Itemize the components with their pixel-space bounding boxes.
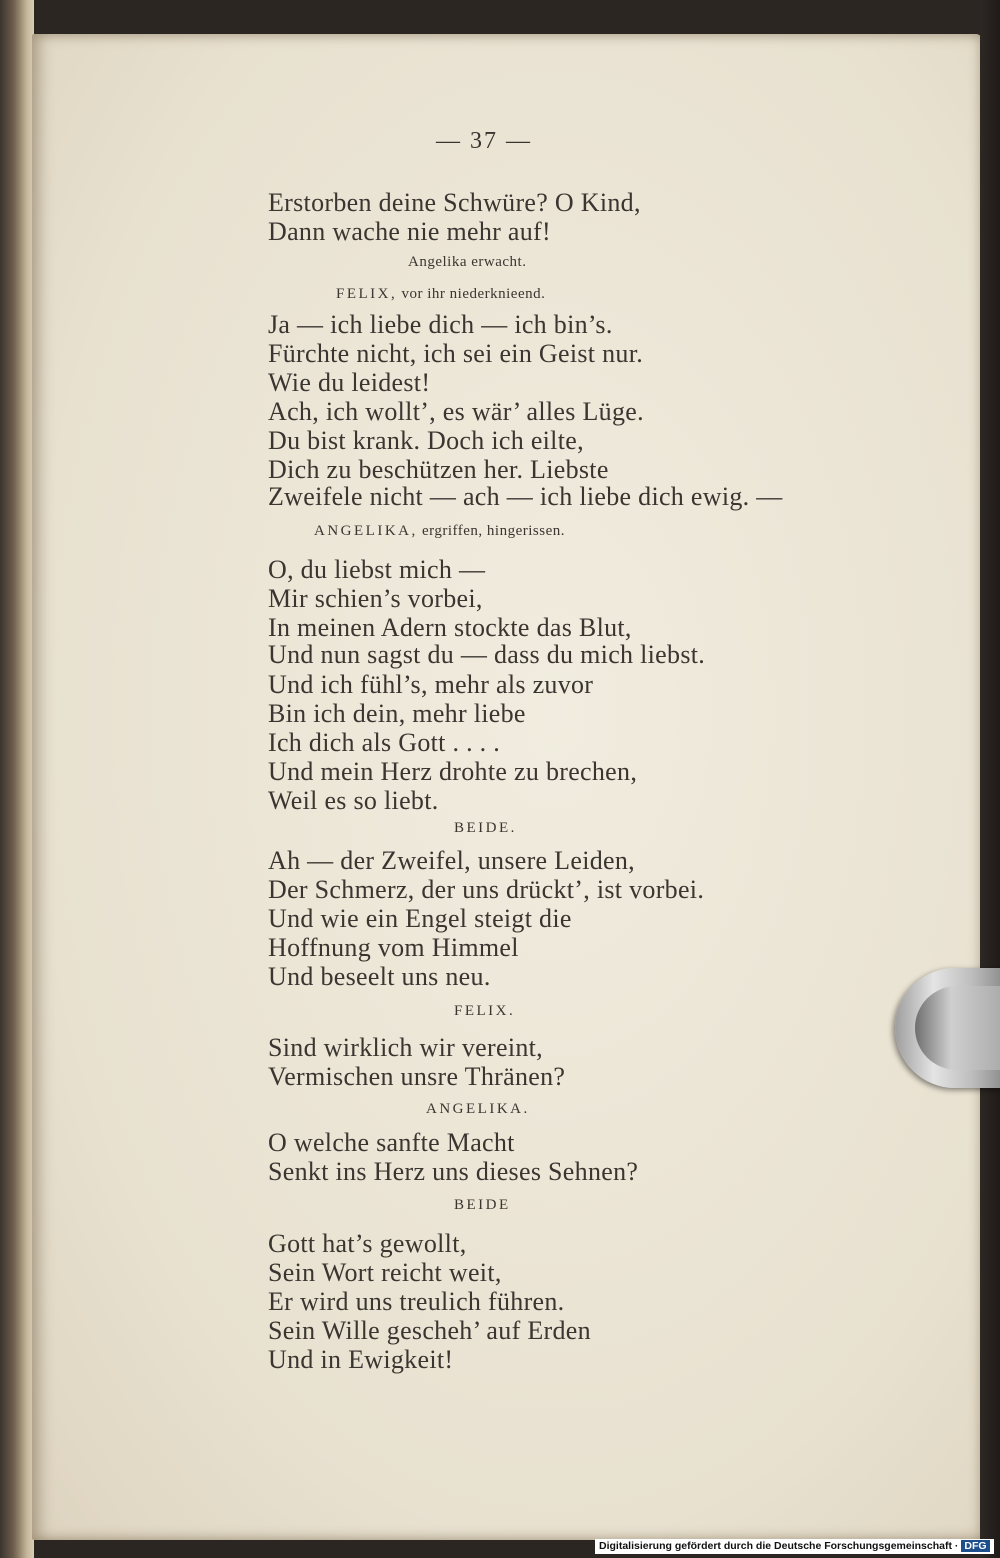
verse-line: In meinen Adern stockte das Blut,	[268, 613, 632, 642]
verse-line: Hoffnung vom Himmel	[268, 933, 519, 962]
verse-line: Sein Wort reicht weit,	[268, 1258, 502, 1287]
speaker-heading: ANGELIKA.	[426, 1101, 530, 1117]
speaker-direction: ergriffen, hingerissen.	[421, 523, 565, 539]
verse-line: Und nun sagst du — dass du mich liebst.	[268, 640, 706, 669]
verse-line: Gott hat’s gewollt,	[268, 1229, 467, 1258]
verse-line: Ah — der Zweifel, unsere Leiden,	[268, 846, 635, 875]
verse-line: Ach, ich wollt’, es wär’ alles Lüge.	[268, 397, 644, 426]
verse-line: Sein Wille gescheh’ auf Erden	[268, 1316, 591, 1345]
verse-line: Zweifele nicht — ach — ich liebe dich ewig. —	[268, 482, 783, 511]
verse-line: Senkt ins Herz uns dieses Sehnen?	[268, 1157, 639, 1186]
verse-line: Dich zu beschützen her. Liebste	[268, 455, 609, 484]
speaker-name: FELIX,	[336, 286, 398, 302]
speaker-heading: BEIDE.	[454, 820, 517, 836]
verse-line: O welche sanfte Macht	[268, 1128, 515, 1157]
verse-line: Bin ich dein, mehr liebe	[268, 699, 526, 728]
verse-line: Erstorben deine Schwüre? O Kind,	[268, 188, 641, 217]
dfg-logo: DFG	[961, 1540, 989, 1552]
verse-line: Vermischen unsre Thränen?	[268, 1062, 566, 1091]
page-number: — 37 —	[436, 128, 532, 154]
verse-line: Und ich fühl’s, mehr als zuvor	[268, 670, 594, 699]
verse-line: Dann wache nie mehr auf!	[268, 217, 551, 246]
speaker-direction: vor ihr niederknieend.	[401, 286, 546, 302]
page-edge	[980, 0, 1000, 1558]
verse-line: Du bist krank. Doch ich eilte,	[268, 426, 584, 455]
speaker-heading: FELIX.	[454, 1003, 516, 1019]
verse-line: Und in Ewigkeit!	[268, 1345, 454, 1374]
speaker-heading	[314, 523, 565, 540]
speaker-heading	[336, 286, 545, 303]
verse-line: Weil es so liebt.	[268, 786, 439, 815]
verse-line: Fürchte nicht, ich sei ein Geist nur.	[268, 339, 644, 368]
book-spine	[0, 0, 34, 1558]
speaker-name: ANGELIKA,	[314, 523, 418, 539]
verse-line: Ja — ich liebe dich — ich bin’s.	[268, 310, 613, 339]
verse-line: Der Schmerz, der uns drückt’, ist vorbei.	[268, 875, 705, 904]
funding-footer	[595, 1539, 994, 1554]
stage-direction: Angelika erwacht.	[408, 254, 527, 270]
verse-line: Und wie ein Engel steigt die	[268, 904, 572, 933]
verse-line: Und beseelt uns neu.	[268, 962, 491, 991]
funding-text: Digitalisierung gefördert durch die Deutsche Forschungsgemeinschaft ·	[599, 1540, 959, 1552]
speaker-heading: BEIDE	[454, 1197, 511, 1213]
verse-line: Mir schien’s vorbei,	[268, 584, 483, 613]
verse-line: Er wird uns treulich führen.	[268, 1287, 565, 1316]
verse-line: O, du liebst mich —	[268, 555, 486, 584]
verse-line: Sind wirklich wir vereint,	[268, 1033, 543, 1062]
verse-line: Ich dich als Gott . . . .	[268, 728, 501, 757]
verse-line: Wie du leidest!	[268, 368, 431, 397]
verse-line: Und mein Herz drohte zu brechen,	[268, 757, 638, 786]
